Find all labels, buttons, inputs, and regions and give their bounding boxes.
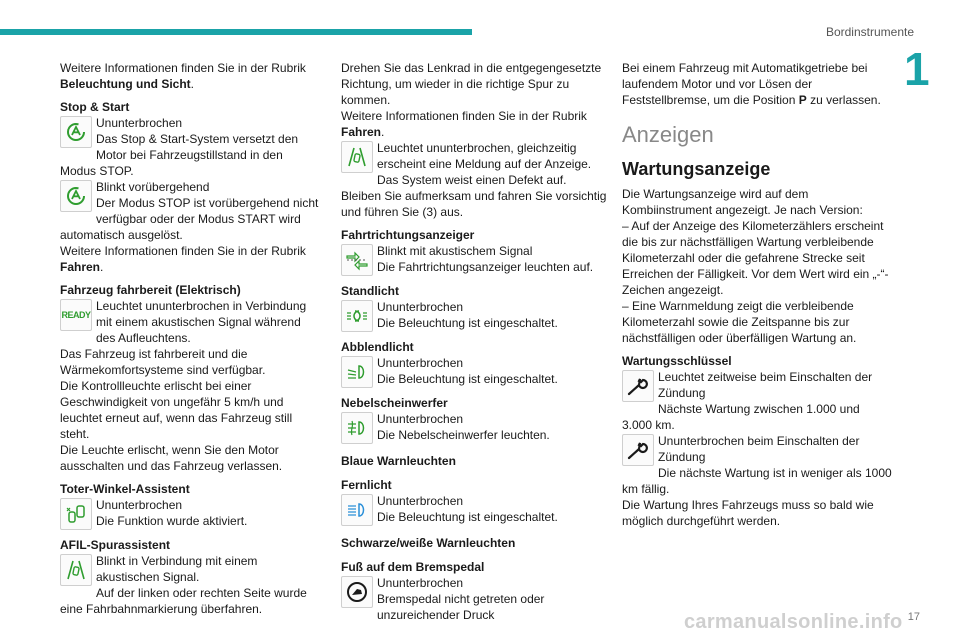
service-key-entry-2: Ununterbrochen beim Einschalten der Zündung Die nächste Wartung ist in weniger als 1000 km fällig. Die Wartung Ihres Fahrzeugs muss so bald wie möglich durchgeführt werden. (622, 434, 892, 528)
wrench-icon (622, 434, 654, 466)
blind-spot-icon (60, 498, 92, 530)
blue-lights-heading: Blaue Warnleuchten (341, 454, 456, 468)
automatic-gearbox-text: Bei einem Fahrzeug mit Automatikgetriebe bei laufendem Motor und vor Lösen der Feststellbremse, um die Position P zu verlassen. (622, 61, 881, 107)
maintenance-indicator-heading: Wartungsanzeige (622, 159, 771, 179)
ready-heading: Fahrzeug fahrbereit (Elektrisch) (60, 283, 241, 297)
high-beam-heading: Fernlicht (341, 478, 392, 492)
lane-assist-icon (60, 554, 92, 586)
column-2: Drehen Sie das Lenkrad in die entgegengesetzte Richtung, um wieder in die richtige Spur zu kommen. Weitere Informationen finden Sie in der Rubrik Fahren. Leuchtet ununterbrochen, gleichzeitig erscheint eine Meldung auf der Anzeige. Das System weist einen Defekt auf. Bleiben Sie aufmerksam und fahren Sie vorsichtig und führen Sie (3) aus. Fahrtrichtungsanzeiger Blinkt mit akustischem Signal Die Fahrtrichtungsanzeiger leuchten auf. Standlicht Ununterbrochen Die Beleuchtung ist eingeschaltet. Abblendlicht Ununterbrochen Die Beleuchtung ist eingeschaltet. Nebelscheinwerfer Ununterbrochen Die Nebelscheinwerfer leuchten. Blaue Warnleuchten Fernlicht Ununterbrochen Die Beleuchtung ist eingeschaltet. Schwarze/weiße Warnleuchten Fuß auf dem Bremspedal Ununterbrochen Bremspedal nicht getreten oder unzureichender Druck (341, 61, 607, 622)
section-title: Bordinstrumente (825, 25, 914, 39)
turn-signal-entry: Blinkt mit akustischem Signal Die Fahrtrichtungsanzeiger leuchten auf. (341, 243, 607, 276)
side-light-entry: Ununterbrochen Die Beleuchtung ist eingeschaltet. (341, 299, 607, 332)
service-key-heading: Wartungsschlüssel (622, 354, 732, 368)
wrench-icon (622, 370, 654, 402)
lane-defect-entry: Leuchtet ununterbrochen, gleichzeitig erscheint eine Meldung auf der Anzeige. Das System weist einen Defekt auf. Bleiben Sie aufmerksam und fahren Sie vorsichtig und führen Sie (3) aus. (341, 141, 607, 219)
turn-signal-heading: Fahrtrichtungsanzeiger (341, 228, 475, 242)
high-beam-icon (341, 494, 373, 526)
stop-start-icon (60, 116, 92, 148)
brake-pedal-heading: Fuß auf dem Bremspedal (341, 560, 485, 574)
stop-start-entry-1: Ununterbrochen Das Stop & Start-System versetzt den Motor bei Fahrzeugstillstand in den Modus STOP. (60, 116, 299, 178)
ready-icon: READY (60, 299, 92, 331)
stop-start-heading: Stop & Start (60, 100, 130, 114)
low-beam-icon (341, 356, 373, 388)
service-key-entry-1: Leuchtet zeitweise beim Einschalten der Zündung Nächste Wartung zwischen 1.000 und 3.000 km. (622, 370, 873, 432)
page-number: 17 (907, 611, 920, 623)
brake-pedal-icon (341, 576, 373, 608)
lane-assist-icon (341, 141, 373, 173)
section-heading-anzeigen: Anzeigen (622, 122, 714, 147)
header-accent-bar (0, 29, 472, 35)
watermark: carmanualsonline.info (684, 611, 903, 633)
chapter-number: 1 (904, 43, 930, 95)
low-beam-entry: Ununterbrochen Die Beleuchtung ist eingeschaltet. (341, 355, 607, 388)
fog-light-icon (341, 412, 373, 444)
black-white-lights-heading: Schwarze/weiße Warnleuchten (341, 536, 516, 550)
side-light-icon (341, 300, 373, 332)
blind-spot-heading: Toter-Winkel-Assistent (60, 482, 190, 496)
brake-pedal-entry: Ununterbrochen Bremspedal nicht getreten oder unzureichender Druck (341, 575, 607, 623)
stop-start-entry-2: Blinkt vorübergehend Der Modus STOP ist vorübergehend nicht verfügbar oder der Modus START wird automatisch ausgelöst. Weitere Informationen finden Sie in der Rubrik Fahren. (60, 180, 319, 274)
side-light-heading: Standlicht (341, 284, 400, 298)
ready-entry: READY Leuchtet ununterbrochen in Verbindung mit einem akustischen Signal während des Aufleuchtens. Das Fahrzeug ist fahrbereit und die Wärmekomfortsysteme sind verfügbar. Die Kontrollleuchte erlischt bei einer Geschwindigkeit von ungefähr 5 km/h und leuchtet erneut auf, wenn das Fahrzeug still steht. Die Leuchte erlischt, wenn Sie den Motor ausschalten und das Fahrzeug verlassen. (60, 299, 307, 473)
low-beam-heading: Abblendlicht (341, 340, 414, 354)
afil-heading: AFIL-Spurassistent (60, 538, 171, 552)
blind-spot-entry: Ununterbrochen Die Funktion wurde aktiviert. (60, 497, 322, 530)
afil-entry: Blinkt in Verbindung mit einem akustischen Signal. Auf der linken oder rechten Seite wurde eine Fahrbahnmarkierung überfahren. (60, 554, 307, 616)
intro-text: Weitere Informationen finden Sie in der Rubrik Beleuchtung und Sicht. (60, 61, 306, 91)
turn-signal-icon (341, 244, 373, 276)
stop-start-icon (60, 180, 92, 212)
fog-light-entry: Ununterbrochen Die Nebelscheinwerfer leuchten. (341, 411, 607, 444)
high-beam-entry: Ununterbrochen Die Beleuchtung ist eingeschaltet. (341, 493, 607, 526)
column-1 (60, 60, 322, 617)
column-3: Bei einem Fahrzeug mit Automatikgetriebe bei laufendem Motor und vor Lösen der Feststellbremse, um die Position P zu verlassen. Anzeigen Wartungsanzeige Die Wartungsanzeige wird auf dem Kombiinstrument angezeigt. Je nach Version: – Auf der Anzeige des Kilometerzählers erscheint die bis zur nächstfälligen Wartung verbleibende Kilometerzahl oder die gefahrene Strecke seit Erreichen der Fälligkeit. Vor dem Wert wird ein „-“-Zeichen angezeigt. – Eine Warnmeldung zeigt die verbleibende Kilometerzahl sowie die Zeitspanne bis zur nächstfälligen oder überfälligen Wartung an. Wartungsschlüssel Leuchtet zeitweise beim Einschalten der Zündung Nächste Wartung zwischen 1.000 und 3.000 km. Ununterbrochen beim Einschalten der Zündung Die nächste Wartung ist in weniger als 1000 km fällig. Die Wartung Ihres Fahrzeugs muss so bald wie möglich durchgeführt werden. (622, 61, 892, 528)
fog-light-heading: Nebelscheinwerfer (341, 396, 448, 410)
